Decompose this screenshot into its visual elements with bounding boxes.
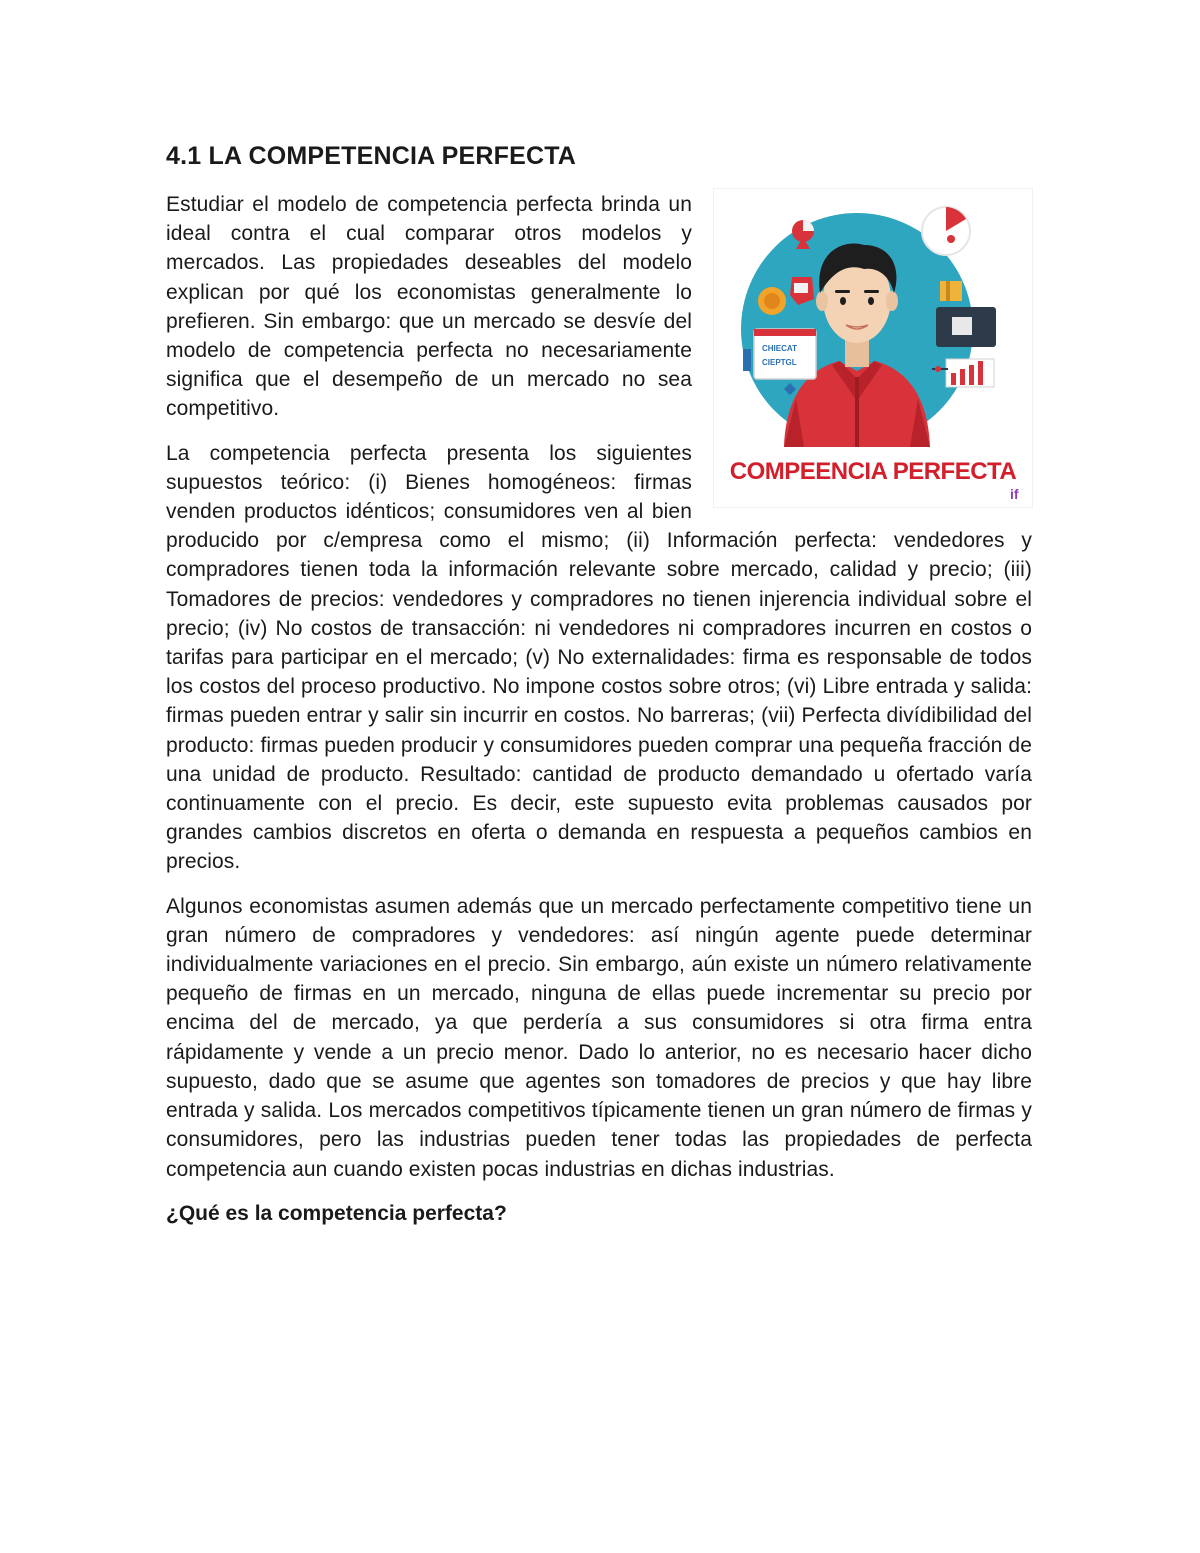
- left-eye: [840, 297, 846, 305]
- box-icon: [940, 281, 962, 301]
- watermark-logo: if: [1010, 486, 1019, 502]
- bar-2: [960, 369, 965, 385]
- sign-text-1: CHIECAT: [762, 344, 797, 353]
- sign-header: [754, 329, 816, 336]
- coin-inner: [764, 293, 780, 309]
- question-heading: ¿Qué es la competencia perfecta?: [166, 1201, 507, 1225]
- sign-text-2: CIEPTGL: [762, 358, 797, 367]
- pie-slice: [803, 220, 814, 231]
- illustration-svg: [714, 189, 1032, 507]
- bar-4: [978, 361, 983, 385]
- paragraph-2: La competencia perfecta presenta los siguientes supuestos teórico: (i) Bienes homogéneos: firmas venden productos idénticos; consumidores ven al bien producido por c/empresa como el mismo; (ii) Información perfecta: vendedores y compradores tienen toda la información relevante sobre mercado, calidad y precio; (iii) Tomadores de precios: vendedores y compradores no tienen injerencia individual sobre el precio; (iv) No costos de transacción: ni vendedores ni compradores incurren en costos o tarifas para participar en el mercado; (v) No externalidades: firma es responsable de todos los costos del proceso productivo. No impone costos sobre otros; (vi) Libre entrada y salida: firmas pueden entrar y salir sin incurrir en costos. No barreras; (vii) Perfecta divídibilidad del producto: firmas pueden producir y consumidores pueden comprar una pequeña fracción de una unidad de producto. Resultado: cantidad de producto demandado u ofertado varía continuamente con el precio. Es decir, este supuesto evita problemas causados por grandes cambios discretos en oferta o demanda en respuesta a pequeños cambios en precios.: [166, 441, 1032, 874]
- sign-side-icon: [743, 349, 751, 371]
- bar-1: [951, 373, 956, 385]
- pie-dot: [947, 235, 955, 243]
- left-ear: [816, 291, 828, 311]
- card-icon: [794, 283, 808, 293]
- box-stripe: [946, 281, 950, 301]
- right-ear: [886, 291, 898, 311]
- illustration-caption: COMPEENCIA PERFECTA: [729, 458, 1017, 485]
- right-eyebrow: [864, 290, 879, 293]
- price-sign-board: [754, 329, 816, 379]
- pointer-dot: [935, 366, 941, 372]
- competencia-perfecta-illustration: [714, 189, 1032, 507]
- bar-3: [969, 365, 974, 385]
- shop-bag-icon: [952, 317, 972, 335]
- left-eyebrow: [835, 290, 850, 293]
- shirt-placket: [855, 377, 859, 447]
- right-eye: [868, 297, 874, 305]
- document-page: [166, 140, 1032, 1228]
- neck: [845, 339, 869, 367]
- paragraph-1: Estudiar el modelo de competencia perfecta brinda un ideal contra el cual comparar otros modelos y mercados. Las propiedades deseables del modelo explican por qué los economistas generalmente lo prefieren. Sin embargo: que un mercado se desvíe del modelo de competencia perfecta no necesariamente significa que el desempeño de un mercado no sea competitivo.: [166, 193, 692, 421]
- section-title: 4.1 LA COMPETENCIA PERFECTA: [166, 142, 577, 170]
- paragraph-3: Algunos economistas asumen además que un mercado perfectamente competitivo tiene un gran número de compradores y vendedores: así ningún agente puede determinar individualmente variaciones en el precio. Sin embargo, aún existe un número relativamente pequeño de firmas en un mercado, ninguna de ellas puede incrementar su precio por encima del de mercado, ya que perdería a sus consumidores si otra firma entra rápidamente y vende a un precio menor. Dado lo anterior, no es necesario hacer dicho supuesto, dado que se asume que agentes son tomadores de precios y que hay libre entrada y salida. Los mercados competitivos típicamente tienen un gran número de firmas y consumidores, pero las industrias pueden tener todas las propiedades de perfecta competencia aun cuando existen pocas industrias en dichas industrias.: [166, 894, 1032, 1181]
